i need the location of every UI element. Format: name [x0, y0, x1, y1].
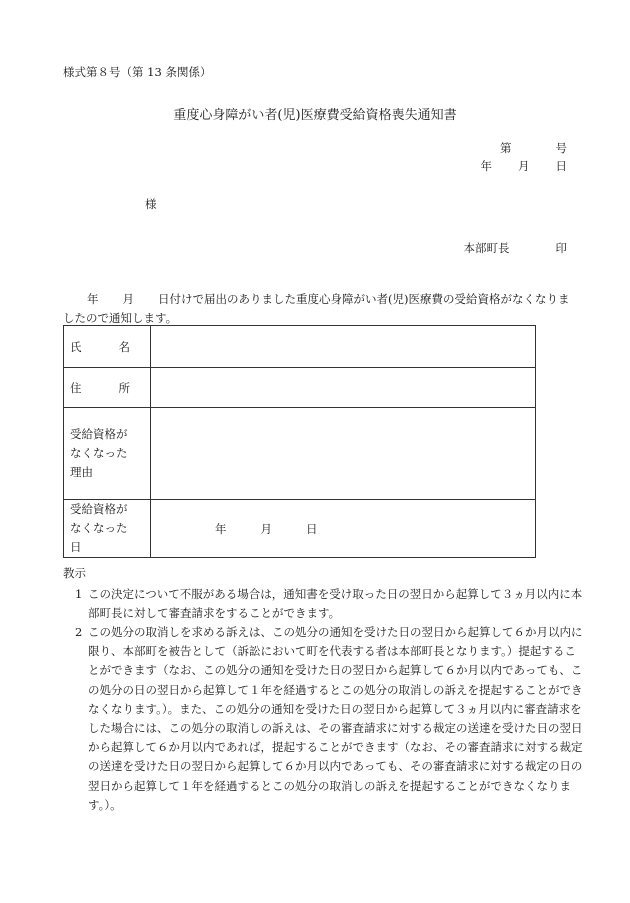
note-item [75, 585, 586, 623]
note-number: 1 [75, 587, 83, 601]
issuer-title: 本部町長 [463, 241, 510, 255]
issuer-seal: 印 [555, 241, 567, 255]
issue-date-day: 日 [555, 159, 567, 173]
table-row-name [64, 326, 536, 368]
document-number-line [500, 140, 567, 156]
date-label: 受給資格がなくなった日 [64, 500, 151, 558]
address-label-second: 所 [118, 380, 130, 395]
name-label-first: 氏 [70, 339, 82, 354]
address-label [64, 368, 151, 408]
form-number: 様式第８号（第 13 条関係） [63, 65, 212, 79]
body-month: 月 [122, 292, 134, 306]
date-month-unit: 月 [260, 521, 272, 536]
notice-body [63, 290, 573, 328]
note-item [75, 623, 586, 815]
issuer-line [464, 240, 568, 256]
issue-date-line [481, 158, 568, 174]
body-text: 日付けで届出のありました重度心身障がい者(児)医療費の受給資格がなくなりましたので通知します。 [63, 292, 570, 325]
issue-date-month: 月 [518, 159, 530, 173]
note-number: 2 [75, 625, 83, 639]
info-table [63, 325, 536, 558]
body-year: 年 [87, 292, 99, 306]
recipient-honorific: 様 [145, 197, 157, 211]
name-label [64, 326, 151, 368]
table-row-reason [64, 408, 536, 500]
name-label-second: 名 [118, 339, 130, 354]
reason-label: 受給資格がなくなった理由 [64, 408, 151, 500]
reason-value-cell[interactable] [151, 408, 536, 500]
table-row-date [64, 500, 536, 558]
name-value-cell[interactable] [151, 326, 536, 368]
note-text: この処分の取消しを求める訴えは、この処分の通知を受けた日の翌日から起算して６か月以内に限り、本部町を被告として（訴訟において町を代表する者は本部町長となります。）提起することができます（なお、この処分の通知を受けた日の翌日から起算して６か月以内であっても、この処分の日の翌日から起算して１年を経過するとこの処分の取消しの訴えを提起することができなくなります。）。また、この処分の通知を受けた日の翌日から起算して３ヵ月以内に審査請求をした場合には、この処分の取消しの訴えは、その審査請求に対する裁定の送達を受けた日の翌日から起算して６か月以内であれば，提起することができます（なお、その審査請求に対する裁定の送達を受けた日の翌日から起算して６か月以内であっても、その審査請求に対する裁定の日の翌日から起算して１年を経過するとこの処分の取消しの訴えを提起することができなくなります。）。 [88, 625, 583, 812]
address-label-first: 住 [70, 380, 82, 395]
note-text: この決定について不服がある場合は，通知書を受け取った日の翌日から起算して３ヵ月以内に本部町長に対して審査請求をすることができます。 [88, 587, 583, 621]
document-title: 重度心身障がい者(児)医療費受給資格喪失通知書 [173, 108, 457, 123]
date-year-unit: 年 [215, 521, 227, 536]
number-gou: 号 [555, 141, 567, 155]
address-value-cell[interactable] [151, 368, 536, 408]
notes-heading: 教示 [63, 566, 86, 580]
issue-date-year: 年 [480, 159, 492, 173]
table-row-address [64, 368, 536, 408]
date-day-unit: 日 [306, 521, 318, 536]
date-value-cell[interactable] [151, 500, 536, 558]
number-dai: 第 [500, 141, 512, 155]
